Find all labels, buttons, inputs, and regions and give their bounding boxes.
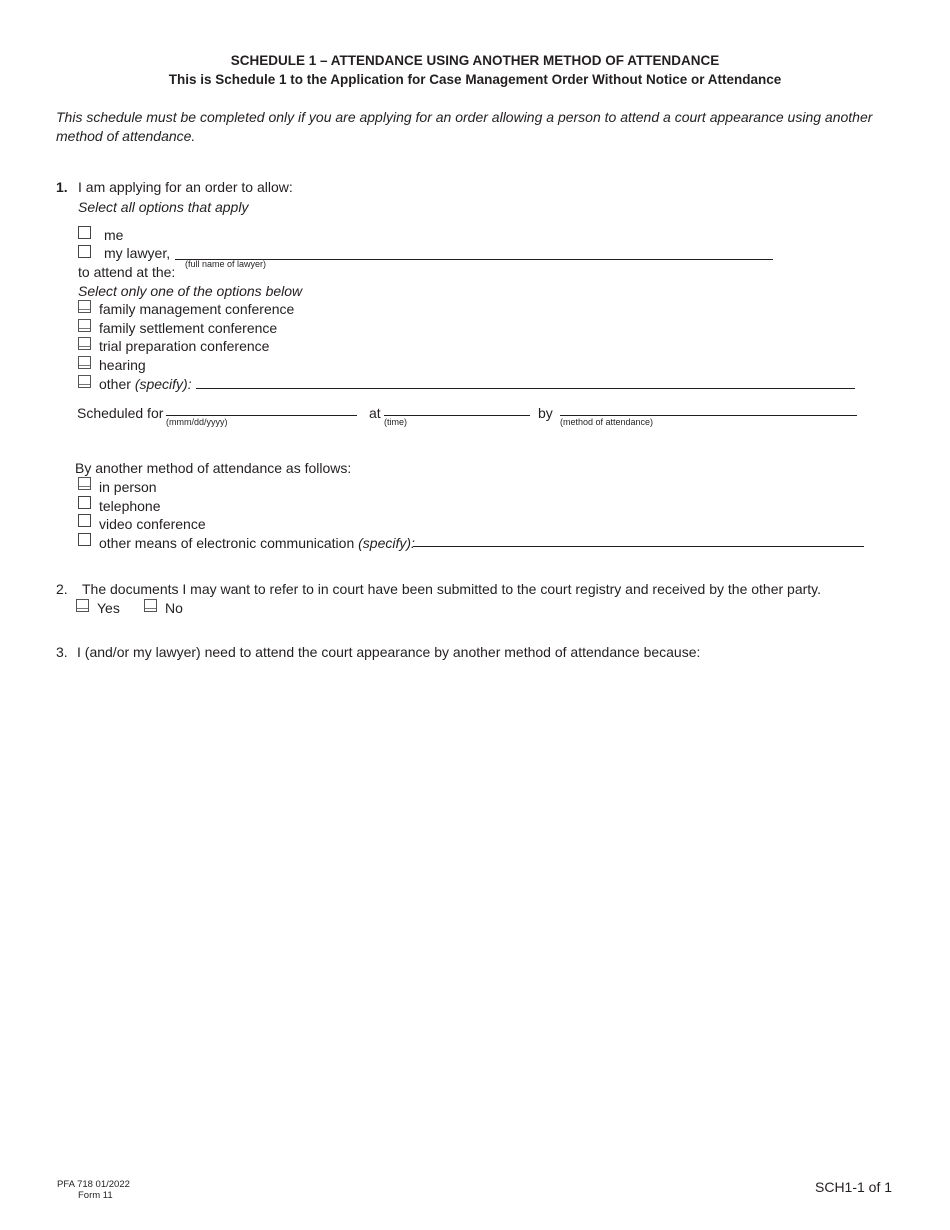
in-person-label: in person — [99, 479, 157, 495]
scheduled-for-label: Scheduled for — [77, 405, 164, 421]
section-2-number: 2. — [56, 581, 68, 597]
intro-line-2: method of attendance. — [56, 128, 196, 144]
trial-preparation-conference-checkbox[interactable] — [78, 337, 91, 350]
telephone-label: telephone — [99, 498, 161, 514]
other-label: other — [99, 376, 131, 392]
intro-line-1: This schedule must be completed only if you are applying for an order allowing a person to attend a court appearance using another — [56, 109, 873, 125]
other-conference-field[interactable] — [196, 388, 855, 389]
form-code: PFA 718 01/2022 — [57, 1179, 130, 1190]
no-label: No — [165, 600, 183, 616]
in-person-checkbox[interactable] — [78, 477, 91, 490]
form-name: Form 11 — [78, 1190, 113, 1201]
me-label: me — [104, 227, 124, 243]
scheduled-date-field[interactable] — [166, 415, 357, 416]
other-specify-label: (specify): — [134, 376, 192, 392]
my-lawyer-label: my lawyer, — [104, 245, 171, 261]
other-conference-checkbox[interactable] — [78, 375, 91, 388]
other-means-field[interactable] — [413, 546, 864, 547]
section-3-number: 3. — [56, 644, 68, 660]
no-checkbox[interactable] — [144, 599, 157, 612]
other-means-text: other means of electronic communication — [99, 535, 355, 551]
by-label: by — [538, 405, 553, 421]
method-caption: (method of attendance) — [560, 417, 654, 427]
my-lawyer-checkbox[interactable] — [78, 245, 91, 258]
date-caption: (mmm/dd/yyyy) — [166, 417, 228, 427]
trial-preparation-conference-label: trial preparation conference — [99, 338, 270, 354]
method-intro: By another method of attendance as follows: — [75, 460, 352, 476]
section-1-instruction-2: Select only one of the options below — [78, 283, 303, 299]
telephone-checkbox[interactable] — [78, 496, 91, 509]
hearing-checkbox[interactable] — [78, 356, 91, 369]
schedule-title: SCHEDULE 1 – ATTENDANCE USING ANOTHER METHOD OF ATTENDANCE — [230, 53, 720, 68]
section-1-text: I am applying for an order to allow: — [78, 179, 293, 195]
lawyer-name-caption: (full name of lawyer) — [185, 259, 267, 269]
page-number: SCH1-1 of 1 — [815, 1179, 893, 1195]
at-label: at — [369, 405, 381, 421]
video-conference-label: video conference — [99, 516, 206, 532]
section-1-instruction: Select all options that apply — [78, 199, 249, 215]
scheduled-time-field[interactable] — [384, 415, 530, 416]
hearing-label: hearing — [99, 357, 146, 373]
method-of-attendance-field[interactable] — [560, 415, 857, 416]
other-means-label — [99, 535, 415, 551]
me-checkbox[interactable] — [78, 226, 91, 239]
other-means-specify: (specify): — [358, 535, 415, 551]
other-conference-label — [99, 376, 192, 392]
attend-at-label: to attend at the: — [78, 264, 176, 280]
video-conference-checkbox[interactable] — [78, 514, 91, 527]
family-management-conference-checkbox[interactable] — [78, 300, 91, 313]
section-1-number: 1. — [56, 179, 68, 195]
yes-label: Yes — [97, 600, 120, 616]
schedule-subtitle: This is Schedule 1 to the Application for Case Management Order Without Notice or Attendance — [168, 72, 782, 87]
family-settlement-conference-label: family settlement conference — [99, 320, 278, 336]
yes-checkbox[interactable] — [76, 599, 89, 612]
section-3-text: I (and/or my lawyer) need to attend the court appearance by another method of attendance because: — [77, 644, 701, 660]
family-settlement-conference-checkbox[interactable] — [78, 319, 91, 332]
other-means-checkbox[interactable] — [78, 533, 91, 546]
time-caption: (time) — [384, 417, 407, 427]
family-management-conference-label: family management conference — [99, 301, 295, 317]
section-2-text: The documents I may want to refer to in court have been submitted to the court registry and received by the other party. — [82, 581, 822, 597]
